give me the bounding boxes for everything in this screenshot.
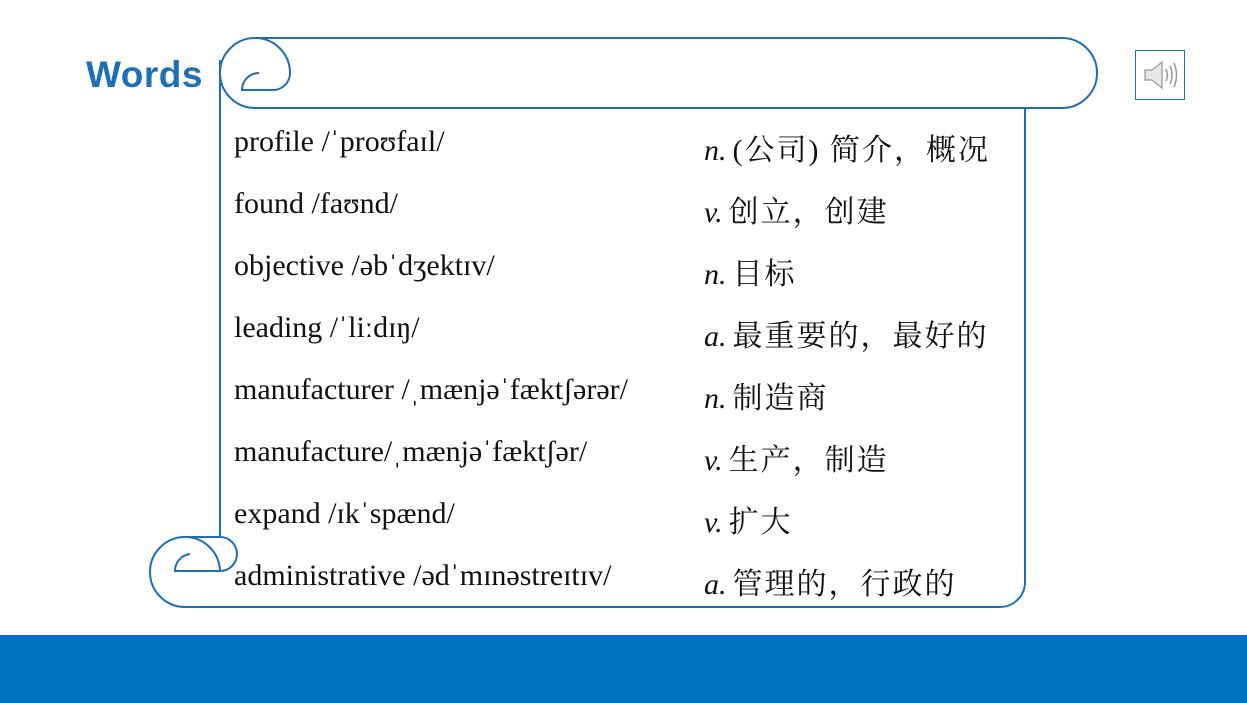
speaker-icon bbox=[1140, 58, 1180, 92]
vocab-word: administrative /ədˈmɪnəstreɪtɪv/ bbox=[234, 559, 612, 592]
vocab-row bbox=[234, 546, 1024, 608]
vocab-word: manufacturer /ˌmænjəˈfæktʃərər/ bbox=[234, 373, 628, 406]
vocab-definition bbox=[704, 373, 829, 417]
vocab-word: objective /əbˈdʒektɪv/ bbox=[234, 249, 495, 282]
vocab-definition bbox=[704, 311, 989, 355]
audio-button[interactable] bbox=[1135, 50, 1185, 100]
vocab-definition bbox=[704, 435, 889, 479]
vocab-word: expand /ɪkˈspænd/ bbox=[234, 497, 455, 530]
footer-bar bbox=[0, 635, 1247, 703]
meaning: 最重要的，最好的 bbox=[732, 320, 989, 353]
meaning: 扩大 bbox=[728, 506, 793, 539]
vocab-row bbox=[234, 422, 1024, 484]
vocab-row bbox=[234, 236, 1024, 298]
vocab-word: profile /ˈproʊfaɪl/ bbox=[234, 125, 445, 158]
part-of-speech: n. bbox=[704, 134, 727, 167]
vocabulary-list bbox=[234, 112, 1024, 608]
part-of-speech: a. bbox=[704, 568, 727, 601]
meaning: 管理的，行政的 bbox=[732, 568, 957, 601]
meaning: (公司) 简介，概况 bbox=[732, 134, 990, 167]
vocab-word: leading /ˈliːdɪŋ/ bbox=[234, 311, 420, 344]
vocab-row bbox=[234, 298, 1024, 360]
vocab-definition bbox=[704, 125, 990, 169]
vocab-row bbox=[234, 112, 1024, 174]
part-of-speech: v. bbox=[704, 506, 723, 539]
vocab-definition bbox=[704, 187, 889, 231]
part-of-speech: n. bbox=[704, 258, 727, 291]
vocab-row bbox=[234, 360, 1024, 422]
vocab-word: manufacture/ˌmænjəˈfæktʃər/ bbox=[234, 435, 588, 468]
part-of-speech: v. bbox=[704, 196, 723, 229]
vocab-row bbox=[234, 174, 1024, 236]
vocab-definition bbox=[704, 497, 793, 541]
vocab-definition bbox=[704, 559, 957, 603]
part-of-speech: v. bbox=[704, 444, 723, 477]
part-of-speech: a. bbox=[704, 320, 727, 353]
meaning: 目标 bbox=[732, 258, 797, 291]
vocab-definition bbox=[704, 249, 797, 293]
meaning: 创立，创建 bbox=[728, 196, 889, 229]
vocab-word: found /faʊnd/ bbox=[234, 187, 398, 220]
meaning: 生产，制造 bbox=[728, 444, 889, 477]
part-of-speech: n. bbox=[704, 382, 727, 415]
slide-title: Words bbox=[86, 54, 203, 95]
meaning: 制造商 bbox=[732, 382, 829, 415]
vocab-row bbox=[234, 484, 1024, 546]
